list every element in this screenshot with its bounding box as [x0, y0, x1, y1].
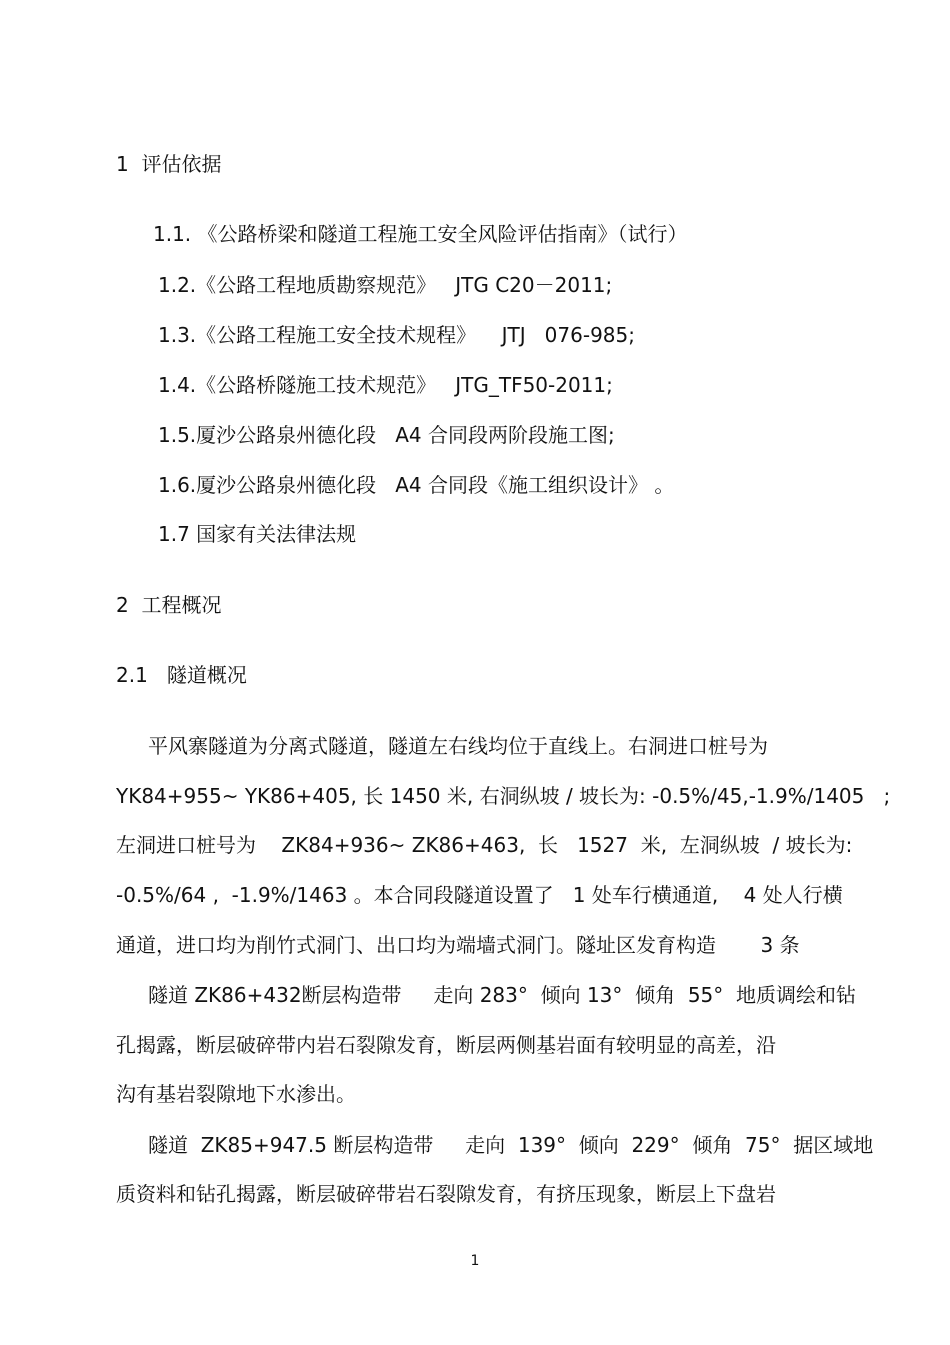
body-line-4: -0.5%/64 , -1.9%/1463 。本合同段隧道设置了 1 处车行横通道, 4 处人行横 [116, 883, 843, 907]
reference-item-1-3: 1.3.《公路工程施工安全技术规程》 JTJ 076-985; [158, 323, 635, 347]
reference-item-1-4: 1.4.《公路桥隧施工技术规范》 JTG_TF50-2011; [158, 373, 613, 397]
body-line-6: 隧道 ZK86+432断层构造带 走向 283° 倾向 13° 倾角 55° 地质调绘和钻 [148, 983, 856, 1007]
reference-item-1-1: 1.1. 《公路桥梁和隧道工程施工安全风险评估指南》（试行） [153, 222, 688, 246]
body-line-7: 孔揭露，断层破碎带内岩石裂隙发育，断层两侧基岩面有较明显的高差，沿 [116, 1033, 776, 1057]
body-line-8: 沟有基岩裂隙地下水渗出。 [116, 1082, 356, 1106]
body-line-9: 隧道 ZK85+947.5 断层构造带 走向 139° 倾向 229° 倾角 75° 据区域地 [148, 1133, 874, 1157]
reference-item-1-2: 1.2.《公路工程地质勘察规范》 JTG C20－2011; [158, 273, 613, 297]
body-line-5: 通道，进口均为削竹式洞门、出口均为端墙式洞门。隧址区发育构造 3 条 [116, 933, 800, 957]
body-line-10: 质资料和钻孔揭露，断层破碎带岩石裂隙发育，有挤压现象，断层上下盘岩 [116, 1182, 776, 1206]
body-line-3: 左洞进口桩号为 ZK84+936~ ZK86+463, 长 1527 米, 左洞纵坡 / 坡长为: [116, 833, 853, 857]
section-1-heading: 1 评估依据 [116, 152, 222, 176]
section-2-heading: 2 工程概况 [116, 593, 222, 617]
reference-item-1-5: 1.5.厦沙公路泉州德化段 A4 合同段两阶段施工图; [158, 423, 615, 447]
section-2-1-heading: 2.1 隧道概况 [116, 663, 247, 687]
body-line-1: 平风寨隧道为分离式隧道，隧道左右线均位于直线上。右洞进口桩号为 [148, 734, 768, 758]
page-number: 1 [470, 1253, 480, 1269]
reference-item-1-6: 1.6.厦沙公路泉州德化段 A4 合同段《施工组织设计》 。 [158, 473, 675, 497]
body-line-2: YK84+955~ YK86+405, 长 1450 米, 右洞纵坡 / 坡长为: -0.5%/45,-1.9%/1405 ; [116, 784, 891, 808]
reference-item-1-7: 1.7 国家有关法律法规 [158, 522, 357, 546]
